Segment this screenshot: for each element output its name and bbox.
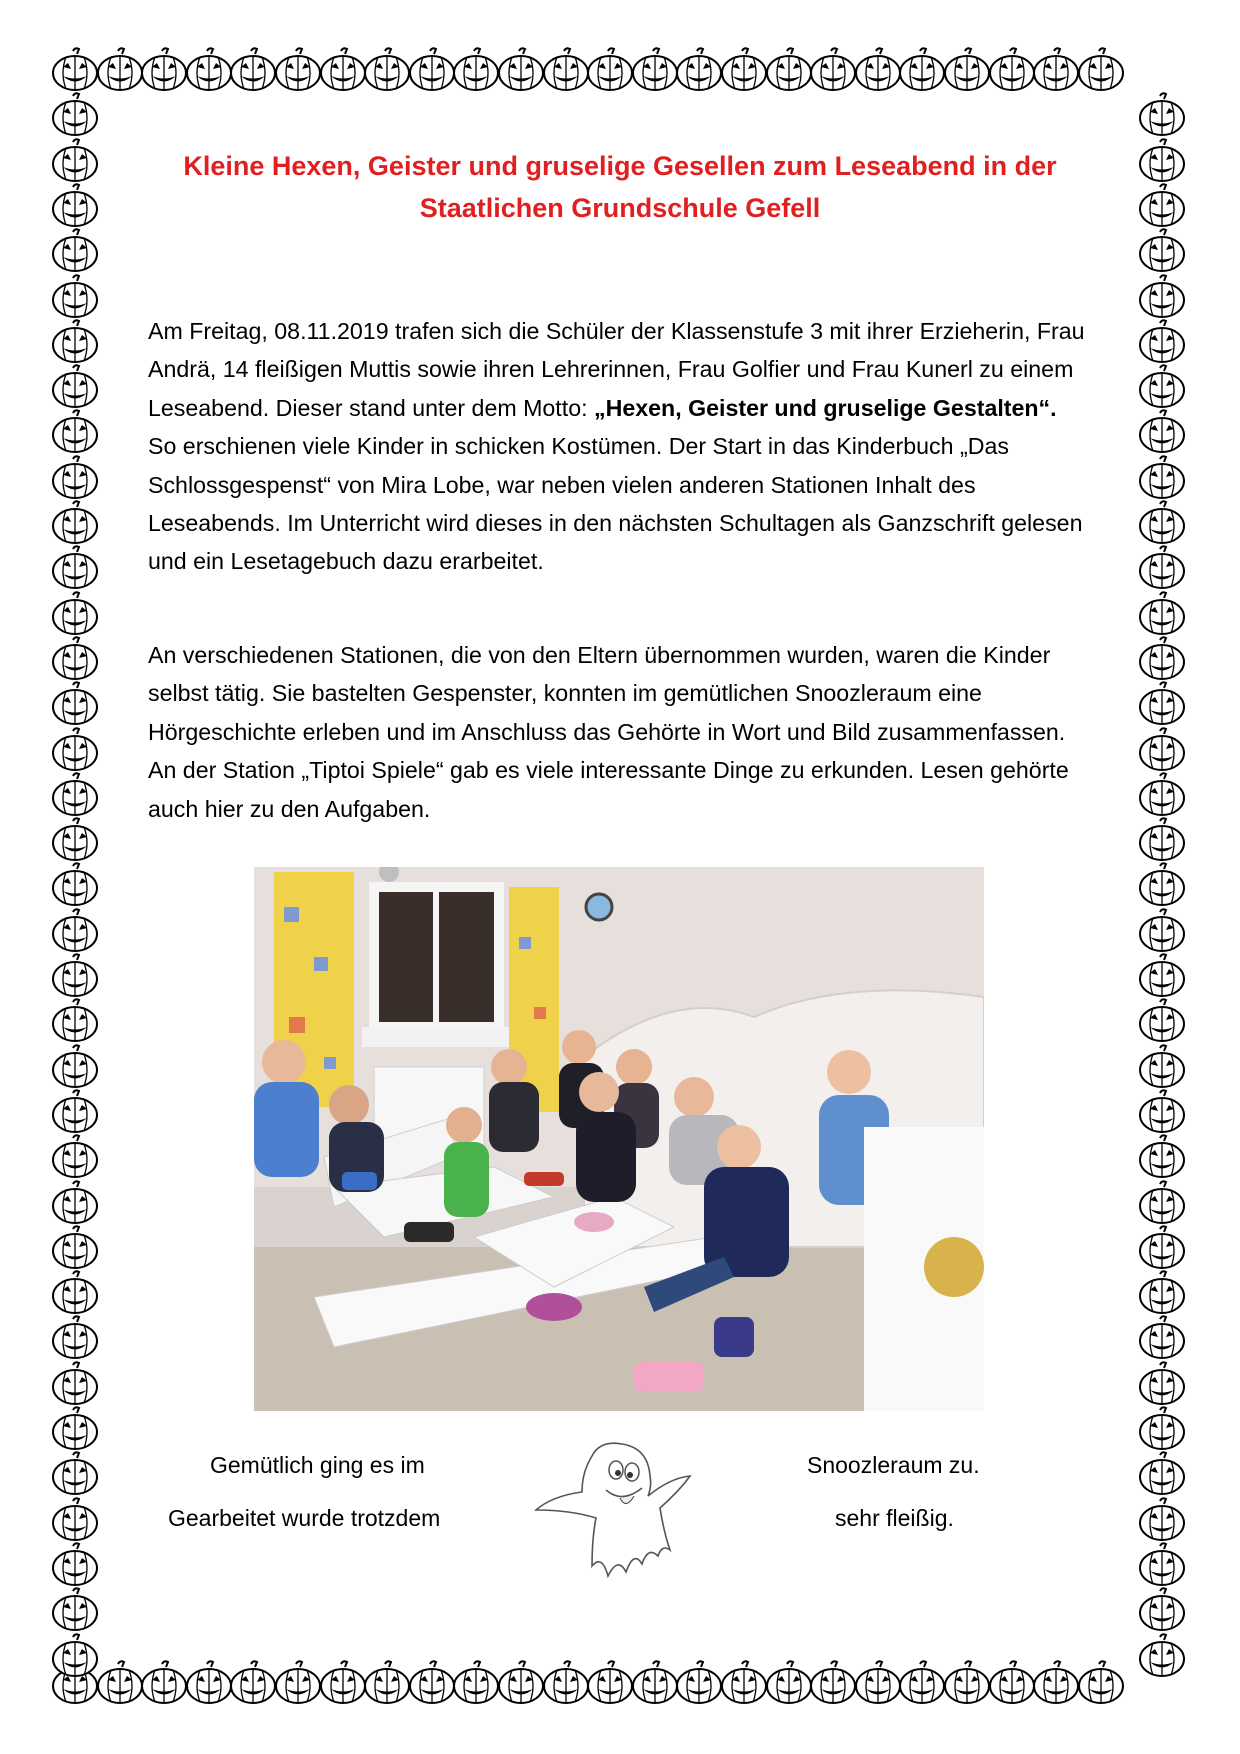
pumpkin-icon — [50, 1406, 100, 1452]
pumpkin-icon — [897, 47, 947, 93]
pumpkin-icon — [1137, 817, 1187, 863]
pumpkin-icon — [942, 1660, 992, 1706]
pumpkin-icon — [1137, 1270, 1187, 1316]
pumpkin-icon — [50, 1315, 100, 1361]
pumpkin-icon — [808, 1660, 858, 1706]
pumpkin-icon — [1137, 1134, 1187, 1180]
pumpkin-icon — [496, 47, 546, 93]
pumpkin-icon — [451, 47, 501, 93]
pumpkin-icon — [853, 47, 903, 93]
pumpkin-icon — [1137, 545, 1187, 591]
pumpkin-icon — [50, 500, 100, 546]
pumpkin-icon — [1137, 862, 1187, 908]
pumpkin-icon — [1137, 681, 1187, 727]
pumpkin-icon — [50, 138, 100, 184]
pumpkin-icon — [50, 1134, 100, 1180]
pumpkin-icon — [50, 1180, 100, 1226]
pumpkin-icon — [1137, 1225, 1187, 1271]
pumpkin-icon — [50, 455, 100, 501]
pumpkin-icon — [541, 47, 591, 93]
pumpkin-icon — [1137, 727, 1187, 773]
pumpkin-icon — [1137, 319, 1187, 365]
pumpkin-icon — [1031, 1660, 1081, 1706]
pumpkin-icon — [1137, 1044, 1187, 1090]
pumpkin-icon — [50, 727, 100, 773]
pumpkin-icon — [50, 274, 100, 320]
pumpkin-icon — [1137, 908, 1187, 954]
pumpkin-icon — [407, 1660, 457, 1706]
pumpkin-icon — [1137, 1451, 1187, 1497]
pumpkin-icon — [50, 1633, 100, 1679]
page-title: Kleine Hexen, Geister und gruselige Gesellen zum Leseabend in der Staatlichen Grundschule Gefell — [183, 151, 1057, 223]
pumpkin-icon — [1137, 1497, 1187, 1543]
pumpkin-icon — [674, 1660, 724, 1706]
pumpkin-icon — [95, 47, 145, 93]
pumpkin-icon — [1137, 183, 1187, 229]
pumpkin-icon — [50, 319, 100, 365]
pumpkin-icon — [1137, 228, 1187, 274]
caption-left-line-2: Gearbeitet wurde trotzdem — [168, 1505, 441, 1531]
pumpkin-icon — [50, 681, 100, 727]
pumpkin-icon — [585, 1660, 635, 1706]
pumpkin-icon — [1137, 274, 1187, 320]
pumpkin-icon — [987, 47, 1037, 93]
pumpkin-icon — [719, 47, 769, 93]
pumpkin-icon — [50, 636, 100, 682]
pumpkin-icon — [1137, 92, 1187, 138]
pumpkin-icon — [764, 1660, 814, 1706]
pumpkin-icon — [541, 1660, 591, 1706]
pumpkin-icon — [1137, 138, 1187, 184]
pumpkin-icon — [139, 1660, 189, 1706]
pumpkin-icon — [1137, 1089, 1187, 1135]
pumpkin-icon — [50, 772, 100, 818]
pumpkin-icon — [50, 47, 100, 93]
pumpkin-icon — [630, 1660, 680, 1706]
pumpkin-icon — [1137, 1180, 1187, 1226]
pumpkin-icon — [50, 998, 100, 1044]
caption-right-line-1: Snoozleraum zu. — [807, 1452, 980, 1478]
pumpkin-icon — [50, 1044, 100, 1090]
pumpkin-icon — [50, 1361, 100, 1407]
pumpkin-icon — [273, 1660, 323, 1706]
pumpkin-icon — [228, 47, 278, 93]
pumpkin-icon — [987, 1660, 1037, 1706]
pumpkin-icon — [585, 47, 635, 93]
pumpkin-icon — [1137, 455, 1187, 501]
pumpkin-icon — [318, 1660, 368, 1706]
caption-left-line-1: Gemütlich ging es im — [210, 1452, 425, 1478]
pumpkin-icon — [50, 862, 100, 908]
pumpkin-icon — [50, 591, 100, 637]
pumpkin-icon — [50, 817, 100, 863]
pumpkin-icon — [1137, 772, 1187, 818]
paragraph-2: An verschiedenen Stationen, die von den Eltern übernommen wurden, waren die Kinder selbst tätig. Sie bastelten Gespenster, konnten im gemütlichen Snoozleraum eine Hörgeschichte erleben und im Anschluss das Gehörte in Wort und Bild zusammenfassen. An der Station „Tiptoi Spiele“ gab es viele interessante Dinge zu erkunden. Lesen gehörte auch hier zu den Aufgaben. — [148, 642, 1069, 822]
pumpkin-icon — [942, 47, 992, 93]
pumpkin-icon — [764, 47, 814, 93]
pumpkin-icon — [50, 409, 100, 455]
pumpkin-icon — [50, 92, 100, 138]
pumpkin-icon — [496, 1660, 546, 1706]
pumpkin-icon — [318, 47, 368, 93]
pumpkin-icon — [184, 1660, 234, 1706]
pumpkin-icon — [50, 183, 100, 229]
pumpkin-icon — [1137, 1542, 1187, 1588]
pumpkin-icon — [228, 1660, 278, 1706]
pumpkin-icon — [50, 908, 100, 954]
pumpkin-icon — [630, 47, 680, 93]
pumpkin-icon — [139, 47, 189, 93]
pumpkin-icon — [362, 1660, 412, 1706]
pumpkin-icon — [674, 47, 724, 93]
caption-right-line-2: sehr fleißig. — [835, 1505, 954, 1531]
pumpkin-icon — [362, 47, 412, 93]
pumpkin-icon — [50, 1089, 100, 1135]
pumpkin-icon — [50, 953, 100, 999]
pumpkin-icon — [1076, 47, 1126, 93]
pumpkin-icon — [853, 1660, 903, 1706]
pumpkin-icon — [1137, 1406, 1187, 1452]
pumpkin-icon — [50, 1497, 100, 1543]
pumpkin-icon — [273, 47, 323, 93]
paragraph-1-intro: Am Freitag, 08.11.2019 trafen sich die Schüler der Klassenstufe 3 mit ihrer Erzieherin, Frau Andrä, 14 fleißigen Muttis sowie ihren Lehrerinnen, Frau Golfier und Frau Kunerl zu einem Leseabend. Dieser stand unter dem Motto: — [148, 318, 1085, 421]
pumpkin-icon — [719, 1660, 769, 1706]
pumpkin-icon — [50, 1451, 100, 1497]
paragraph-1 — [148, 312, 1088, 581]
pumpkin-icon — [897, 1660, 947, 1706]
pumpkin-icon — [407, 47, 457, 93]
pumpkin-icon — [50, 364, 100, 410]
pumpkin-icon — [95, 1660, 145, 1706]
pumpkin-icon — [50, 545, 100, 591]
pumpkin-icon — [50, 1542, 100, 1588]
pumpkin-icon — [1137, 953, 1187, 999]
pumpkin-icon — [451, 1660, 501, 1706]
pumpkin-icon — [1137, 500, 1187, 546]
pumpkin-icon — [50, 1587, 100, 1633]
pumpkin-icon — [184, 47, 234, 93]
pumpkin-icon — [50, 1225, 100, 1271]
pumpkin-icon — [1076, 1660, 1126, 1706]
pumpkin-icon — [1137, 1587, 1187, 1633]
pumpkin-icon — [1137, 409, 1187, 455]
event-photo — [254, 867, 984, 1411]
pumpkin-icon — [1137, 364, 1187, 410]
pumpkin-icon — [1137, 1633, 1187, 1679]
pumpkin-icon — [1137, 636, 1187, 682]
pumpkin-icon — [1137, 1315, 1187, 1361]
pumpkin-icon — [50, 228, 100, 274]
ghost-icon — [530, 1438, 705, 1588]
pumpkin-icon — [1137, 1361, 1187, 1407]
pumpkin-icon — [50, 1270, 100, 1316]
pumpkin-icon — [1137, 998, 1187, 1044]
motto-text: „Hexen, Geister und gruselige Gestalten“. — [594, 394, 1057, 421]
pumpkin-icon — [1137, 591, 1187, 637]
pumpkin-icon — [808, 47, 858, 93]
paragraph-1-rest: So erschienen viele Kinder in schicken Kostümen. Der Start in das Kinderbuch „Das Schlossgespenst“ von Mira Lobe, war neben vielen anderen Stationen Inhalt des Leseabends. Im Unterricht wird dieses in den nächsten Schultagen als Ganzschrift gelesen und ein Lesetagebuch dazu erarbeitet. — [148, 433, 1083, 575]
pumpkin-icon — [1031, 47, 1081, 93]
